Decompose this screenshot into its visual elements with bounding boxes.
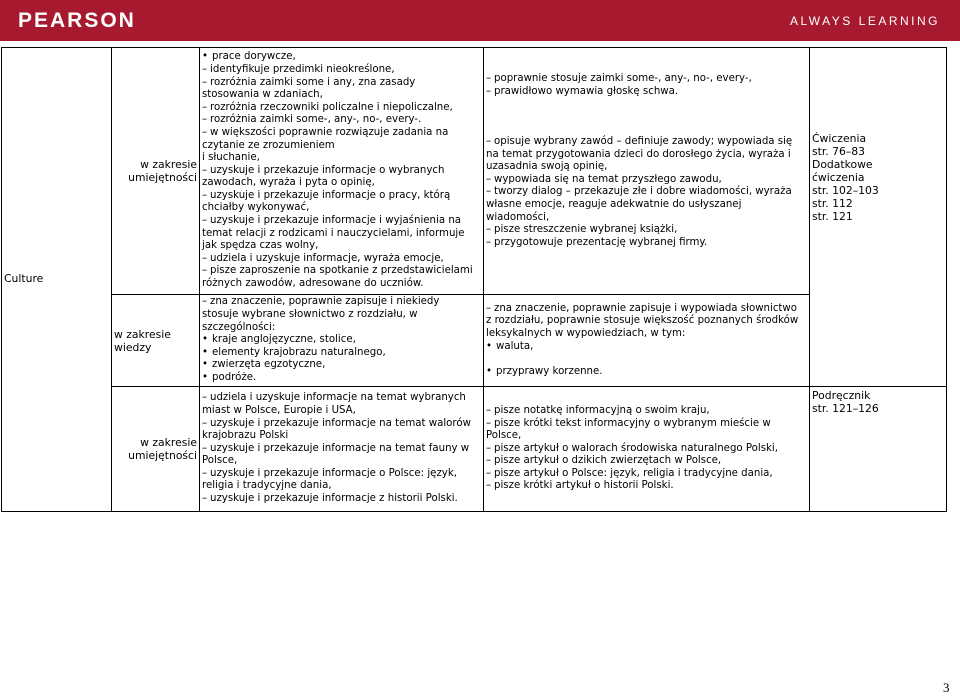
line-text: Polsce,	[202, 455, 238, 467]
area-label: w zakresie	[114, 327, 171, 341]
text-line	[486, 430, 807, 443]
pearson-logo: PEARSON	[18, 9, 136, 32]
text-line	[202, 347, 481, 360]
dash-marker: –	[202, 189, 208, 201]
reference-line: str. 102–103	[812, 184, 879, 197]
text-line	[202, 468, 481, 481]
dash-marker: –	[202, 76, 208, 88]
text-line	[486, 73, 807, 86]
line-text: uzyskuje i przekazuje informacje na temat fauny w	[210, 442, 470, 454]
line-text: wiadomości,	[486, 211, 550, 223]
dash-marker: –	[486, 302, 492, 314]
text-line	[202, 152, 481, 165]
basic-requirements-cell	[200, 387, 484, 512]
line-text: leksykalnych w wypowiedziach, w tym:	[486, 327, 686, 339]
text-line	[202, 77, 481, 90]
line-text: pisze notatkę informacyjną o swoim kraju,	[494, 404, 710, 416]
text-line	[486, 199, 807, 212]
text-line	[486, 186, 807, 199]
text-line	[486, 111, 807, 124]
text-line	[202, 265, 481, 278]
dash-marker: –	[202, 265, 208, 277]
reference-line: Ćwiczenia	[812, 132, 867, 145]
line-text: stosowania w zdaniach,	[202, 89, 323, 101]
bullet-marker: •	[202, 359, 209, 371]
line-text: zawodach, wyraża i pyta o opinię,	[202, 177, 375, 189]
text-line	[486, 161, 807, 174]
extended-requirements-cell	[484, 48, 810, 295]
reference-line: Dodatkowe	[812, 158, 873, 171]
reference-line: str. 121	[812, 210, 853, 223]
text-line	[486, 237, 807, 250]
text-line	[202, 309, 481, 322]
text-line	[202, 64, 481, 77]
line-text: zna znaczenie, poprawnie zapisuje i niekiedy	[210, 296, 440, 308]
line-text: zwierzęta egzotyczne,	[212, 359, 326, 371]
extended-requirements-cell	[484, 295, 810, 387]
text-line	[486, 353, 807, 366]
dash-marker: –	[486, 73, 492, 84]
text-line	[202, 455, 481, 468]
line-text: pisze zaproszenie na spotkanie z przedstawicielami	[210, 265, 473, 277]
text-line	[202, 443, 481, 456]
text-line	[486, 86, 807, 99]
text-line	[202, 372, 481, 385]
dash-marker: –	[202, 296, 208, 308]
line-text: pisze krótki tekst informacyjny o wybranym mieście w	[494, 417, 771, 429]
text-line	[202, 359, 481, 372]
line-text: w większości poprawnie rozwiązuje zadania na	[210, 126, 449, 138]
area-cell	[112, 387, 200, 512]
line-text: stosuje wybrane słownictwo z rozdziału, w	[202, 309, 418, 321]
text-line	[486, 136, 807, 149]
text-line	[202, 190, 481, 203]
text-line	[202, 177, 481, 190]
line-text: prawidłowo wymawia głoskę schwa.	[494, 85, 679, 97]
text-line	[202, 253, 481, 266]
line-text: identyfikuje przedimki nieokreślone,	[210, 63, 395, 75]
text-line	[486, 328, 807, 341]
bullet-marker: •	[202, 346, 209, 358]
line-text: chciałby wykonywać,	[202, 202, 310, 214]
dash-marker: –	[486, 467, 492, 479]
dash-marker: –	[202, 252, 208, 264]
dash-marker: –	[202, 493, 208, 505]
text-line	[202, 493, 481, 506]
line-text: Polsce,	[486, 430, 522, 442]
line-text: temat relacji z rodzicami i nauczycielami, informuje	[202, 227, 465, 239]
dash-marker: –	[202, 101, 208, 113]
curriculum-table	[1, 47, 947, 512]
dash-marker: –	[486, 85, 492, 97]
dash-marker: –	[202, 63, 208, 75]
line-text: pisze streszczenie wybranej książki,	[494, 224, 678, 236]
text-line	[486, 315, 807, 328]
bullet-marker: •	[202, 51, 209, 63]
text-line	[486, 224, 807, 237]
line-text: udziela i uzyskuje informacje, wyraża emocje,	[210, 252, 444, 264]
line-text: elementy krajobrazu naturalnego,	[212, 346, 386, 358]
line-text: uzyskuje i przekazuje informacje i wyjaśnienia na	[210, 215, 462, 227]
line-text: poprawnie stosuje zaimki some-, any-, no-, every-,	[494, 73, 752, 84]
dash-marker: –	[486, 186, 492, 198]
text-line	[486, 341, 807, 354]
text-line	[486, 212, 807, 225]
reference-line: str. 112	[812, 197, 853, 210]
text-line	[202, 480, 481, 493]
text-line	[202, 165, 481, 178]
dash-marker: –	[202, 417, 208, 429]
text-line	[202, 140, 481, 153]
text-line	[486, 366, 807, 379]
text-line	[202, 240, 481, 253]
line-text: prace dorywcze,	[212, 51, 296, 63]
line-text: uzyskuje i przekazuje informacje o pracy, którą	[210, 189, 451, 201]
line-text: przyprawy korzenne.	[496, 365, 603, 377]
line-text: pisze artykuł o Polsce: język, religia i tradycyjne dania,	[494, 467, 773, 479]
line-text: przygotowuje prezentację wybranej firmy.	[494, 236, 708, 248]
page-number: 3	[943, 680, 950, 695]
area-label: wiedzy	[114, 340, 152, 354]
text-line	[202, 334, 481, 347]
line-text: własne emocje, reaguje adekwatnie do usłyszanej	[486, 198, 742, 210]
bullet-marker: •	[202, 371, 209, 383]
dash-marker: –	[486, 236, 492, 248]
text-line	[486, 98, 807, 111]
references-cell	[810, 387, 947, 512]
text-line	[486, 468, 807, 481]
text-line	[486, 443, 807, 456]
area-cell	[112, 48, 200, 295]
bullet-marker: •	[202, 334, 209, 346]
text-line	[202, 202, 481, 215]
area-label: umiejętności	[128, 171, 197, 184]
text-line	[486, 149, 807, 162]
text-line	[202, 51, 481, 64]
text-line	[202, 89, 481, 102]
dash-marker: –	[486, 173, 492, 185]
line-text: czytanie ze zrozumieniem	[202, 139, 335, 151]
area-label: w zakresie	[140, 436, 197, 449]
text-line	[202, 215, 481, 228]
dash-marker: –	[202, 442, 208, 454]
reference-line: ćwiczenia	[812, 171, 865, 184]
line-text: uzyskuje i przekazuje informacje na temat walorów	[210, 417, 471, 429]
line-text: uzyskuje i przekazuje informacje o wybranych	[210, 164, 445, 176]
text-line	[202, 127, 481, 140]
line-text: rozróżnia zaimki some i any, zna zasady	[210, 76, 416, 88]
dash-marker: –	[486, 417, 492, 429]
line-text: rozróżnia zaimki some-, any-, no-, every-.	[210, 114, 422, 126]
line-text: pisze artykuł o dzikich zwierzętach w Polsce,	[494, 455, 722, 467]
reference-line: str. 76–83	[812, 145, 866, 158]
dash-marker: –	[486, 135, 492, 147]
text-line	[202, 392, 481, 405]
row-label-cell	[2, 48, 112, 512]
dash-marker: –	[202, 114, 208, 126]
table-row	[2, 295, 947, 387]
line-text: uzyskuje i przekazuje informacje o Polsce: język,	[210, 467, 457, 479]
dash-marker: –	[486, 404, 492, 416]
bullet-marker: •	[486, 365, 493, 377]
dash-marker: –	[202, 215, 208, 227]
text-line	[486, 405, 807, 418]
text-line	[202, 228, 481, 241]
line-text: uzyskuje i przekazuje informacje z historii Polski.	[210, 493, 458, 505]
header-tagline: ALWAYS LEARNING	[790, 14, 940, 28]
references-cell	[810, 48, 947, 387]
text-line	[202, 102, 481, 115]
row-label: Culture	[4, 272, 44, 286]
reference-line: str. 121–126	[812, 402, 879, 415]
basic-requirements-cell	[200, 295, 484, 387]
area-cell	[112, 295, 200, 387]
line-text: udziela i uzyskuje informacje na temat wybranych	[210, 392, 466, 404]
line-text: rozróżnia rzeczowniki policzalne i niepoliczalne,	[210, 101, 453, 113]
line-text: podróże.	[212, 371, 257, 383]
table-row	[2, 48, 947, 295]
text-line	[486, 418, 807, 431]
text-line	[202, 278, 481, 291]
dash-marker: –	[486, 224, 492, 236]
line-text: kraje anglojęzyczne, stolice,	[212, 334, 356, 346]
line-text: z rozdziału, poprawnie stosuje większość poznanych środków	[486, 315, 799, 327]
dash-marker: –	[202, 467, 208, 479]
line-text: zna znaczenie, poprawnie zapisuje i wypowiada słownictwo	[494, 302, 797, 314]
area-label: umiejętności	[128, 449, 197, 462]
dash-marker: –	[486, 442, 492, 454]
dash-marker: –	[486, 455, 492, 467]
line-text: krajobrazu Polski	[202, 430, 289, 442]
line-text: religia i tradycyjne dania,	[202, 480, 332, 492]
line-text: różnych zawodów, adresowane do uczniów.	[202, 278, 424, 290]
line-text: waluta,	[496, 340, 534, 352]
text-line	[202, 418, 481, 431]
reference-line: Podręcznik	[812, 389, 871, 402]
dash-marker: –	[202, 164, 208, 176]
line-text: wypowiada się na temat przyszłego zawodu,	[494, 173, 722, 185]
extended-requirements-cell	[484, 387, 810, 512]
line-text: i słuchanie,	[202, 152, 260, 164]
line-text: miast w Polsce, Europie i USA,	[202, 404, 356, 416]
text-line	[202, 322, 481, 335]
text-line	[486, 455, 807, 468]
text-line	[202, 405, 481, 418]
text-line	[486, 123, 807, 136]
line-text: szczególności:	[202, 321, 276, 333]
line-text: opisuje wybrany zawód – definiuje zawody; wypowiada się	[494, 135, 793, 147]
line-text: pisze artykuł o walorach środowiska naturalnego Polski,	[494, 442, 778, 454]
dash-marker: –	[202, 126, 208, 138]
line-text: tworzy dialog – przekazuje złe i dobre wiadomości, wyraża	[494, 186, 792, 198]
text-line	[486, 174, 807, 187]
line-text: jak spędza czas wolny,	[202, 240, 319, 252]
bullet-marker: •	[486, 340, 493, 352]
line-text: uzasadnia swoją opinię,	[486, 161, 608, 173]
dash-marker: –	[486, 480, 492, 492]
area-label: w zakresie	[140, 158, 197, 171]
dash-marker: –	[202, 392, 208, 404]
basic-requirements-cell	[200, 48, 484, 295]
line-text: pisze krótki artykuł o historii Polski.	[494, 480, 674, 492]
text-line	[486, 303, 807, 316]
text-line	[202, 296, 481, 309]
pearson-header-bar	[0, 0, 960, 41]
line-text: na temat przygotowania dzieci do dorosłego życia, wyraża i	[486, 148, 791, 160]
table-row	[2, 387, 947, 512]
text-line	[202, 114, 481, 127]
text-line	[202, 430, 481, 443]
text-line	[486, 480, 807, 493]
